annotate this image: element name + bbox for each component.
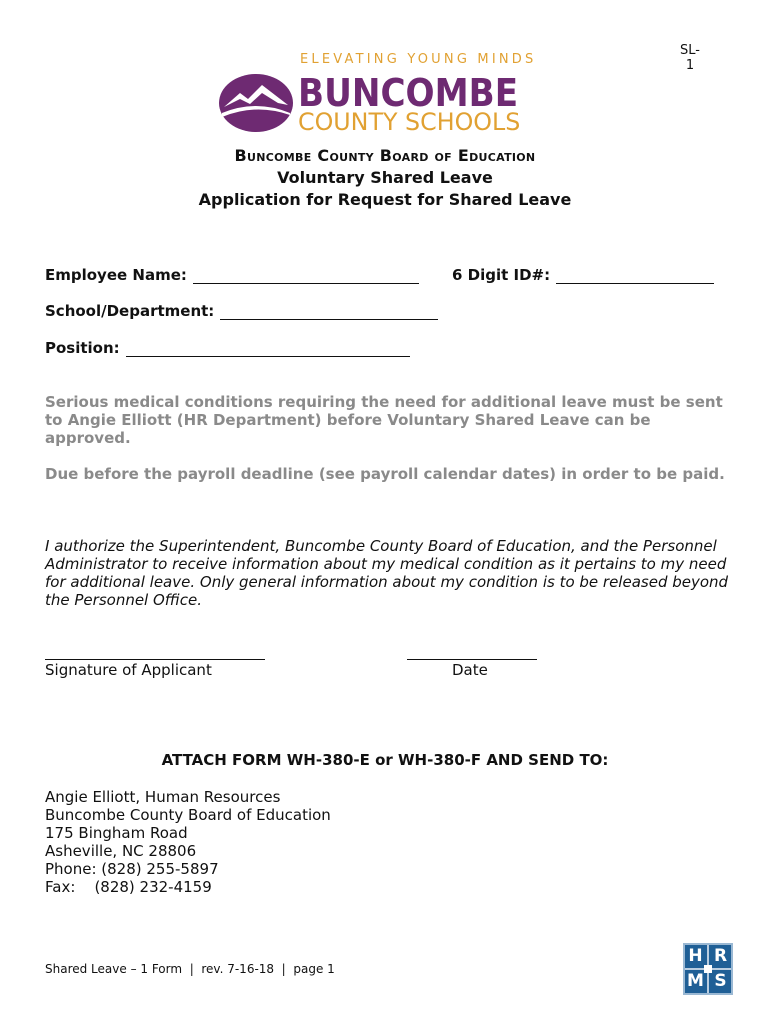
applicant-signature-line[interactable] bbox=[45, 659, 265, 660]
medical-notice: Serious medical conditions requiring the need for additional leave must be sent to Angie Elliott (HR Department) before Voluntary Shared Leave can be approved. bbox=[45, 393, 723, 447]
form-subtitle-2: Application for Request for Shared Leave bbox=[198, 190, 572, 209]
fax-line: Fax: (828) 232-4159 bbox=[45, 878, 212, 896]
address-line: Angie Elliott, Human Resources bbox=[45, 788, 281, 806]
attach-instruction: ATTACH FORM WH-380-E or WH-380-F AND SEND TO: bbox=[161, 751, 609, 769]
hrms-center-dot bbox=[704, 965, 712, 973]
deadline-notice: Due before the payroll deadline (see payroll calendar dates) in order to be paid. bbox=[45, 465, 725, 483]
school-department-label: School/Department: bbox=[45, 302, 215, 320]
school-department-field[interactable] bbox=[45, 302, 438, 320]
position-field[interactable] bbox=[45, 339, 410, 357]
phone-line: Phone: (828) 255-5897 bbox=[45, 860, 219, 878]
page-footer: Shared Leave – 1 Form | rev. 7-16-18 | page 1 bbox=[45, 962, 335, 976]
position-label: Position: bbox=[45, 339, 120, 357]
date-line[interactable] bbox=[407, 659, 537, 660]
position-line[interactable] bbox=[126, 340, 410, 357]
title-block bbox=[0, 145, 770, 211]
digit-id-field[interactable] bbox=[452, 266, 714, 284]
employee-name-field[interactable] bbox=[45, 266, 419, 284]
board-title: Buncombe County Board of Education bbox=[234, 146, 536, 165]
logo-tagline: ELEVATING YOUNG MINDS bbox=[300, 52, 537, 67]
address-line: 175 Bingham Road bbox=[45, 824, 188, 842]
hrms-letter: M bbox=[687, 971, 704, 991]
address-line: Buncombe County Board of Education bbox=[45, 806, 331, 824]
form-subtitle-1: Voluntary Shared Leave bbox=[277, 168, 493, 187]
mountain-emblem-icon bbox=[218, 73, 294, 133]
hrms-logo bbox=[683, 943, 733, 995]
school-logo bbox=[218, 50, 558, 136]
digit-id-line[interactable] bbox=[556, 267, 714, 284]
hrms-letter: S bbox=[714, 971, 727, 991]
hrms-letter: H bbox=[688, 946, 703, 966]
address-line: Asheville, NC 28806 bbox=[45, 842, 197, 860]
applicant-signature-label: Signature of Applicant bbox=[45, 661, 212, 679]
date-label: Date bbox=[452, 661, 488, 679]
hrms-letter: R bbox=[713, 946, 728, 966]
logo-subname: COUNTY SCHOOLS bbox=[298, 108, 521, 136]
mailing-address bbox=[45, 788, 331, 896]
employee-name-label: Employee Name: bbox=[45, 266, 187, 284]
digit-id-label: 6 Digit ID#: bbox=[452, 266, 551, 284]
form-code: SL- 1 bbox=[680, 43, 700, 73]
school-department-line[interactable] bbox=[220, 303, 438, 320]
logo-name: BUNCOMBE bbox=[298, 71, 519, 115]
employee-name-line[interactable] bbox=[193, 267, 419, 284]
authorization-text: I authorize the Superintendent, Buncombe County Board of Education, and the Personnel Administrator to receive information about my medical condition as it pertains to my need for additional leave. Only general information about my condition is to be released beyond the Personnel Office. bbox=[45, 537, 729, 609]
